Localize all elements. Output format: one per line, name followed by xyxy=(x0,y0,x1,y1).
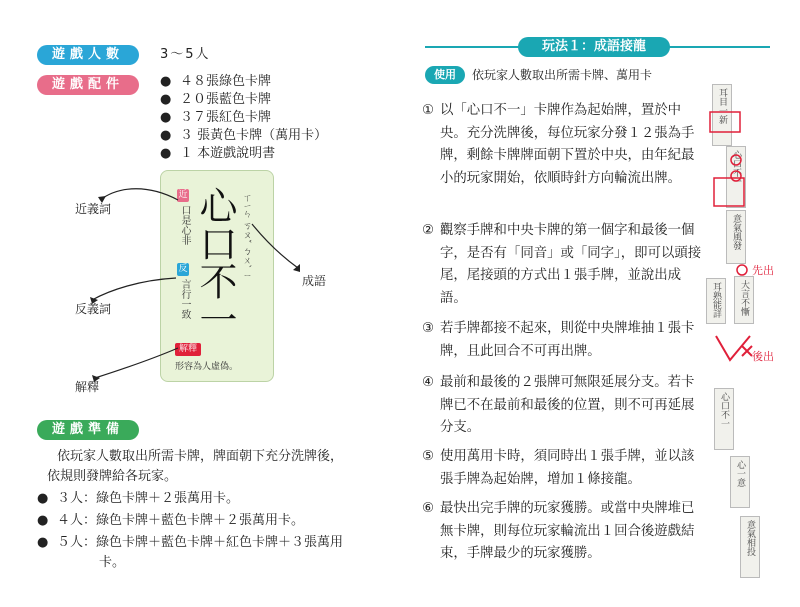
prep-item: ● ４人：綠色卡牌＋藍色卡牌＋２張萬用卡。 xyxy=(57,512,304,530)
explain-text: 形容為人虛偽。 xyxy=(175,362,239,372)
rule-text: 觀察手牌和中央卡牌的第一個字和最後一個字，是否有「同音」或「同字」，即可以頭接尾，尾接頭的方式出１張手牌，並說出成語。 xyxy=(440,223,702,306)
prep-item: ● ５人：綠色卡牌＋藍色卡牌＋紅色卡牌＋３張萬用 xyxy=(57,534,343,552)
card-idiom: 心口不一 xyxy=(193,186,237,338)
component-item: ● ４８張綠色卡牌 xyxy=(180,73,271,91)
explain-tag: 解釋 xyxy=(175,343,201,356)
component-item: ● ２０張藍色卡牌 xyxy=(180,91,271,109)
rule-number: ② xyxy=(422,223,435,238)
near-text: 口是心非 xyxy=(179,205,190,245)
strip-card: 意氣風發 xyxy=(726,210,746,264)
later-label: 後出 xyxy=(752,350,774,363)
callout-near: 近義詞 xyxy=(75,202,112,216)
rule-number: ⑤ xyxy=(422,449,435,464)
card-bopomofo: ㄒㄧㄣ ㄎㄡˇ ㄅㄨˋ ㄧ xyxy=(241,193,251,279)
component-item: ● ３ 張黃色卡牌（萬用卡） xyxy=(180,127,327,145)
opp-tag: 反 xyxy=(178,264,188,274)
components-label: 遊戲配件 xyxy=(37,75,139,95)
use-label: 使用 xyxy=(425,66,465,84)
rule-text: 若手牌都接不起來，則從中央牌堆抽１張卡牌，且此回合不可再出牌。 xyxy=(440,321,695,359)
opp-text: 言行一致 xyxy=(179,279,190,319)
prep-intro-1: 依玩家人數取出所需卡牌，牌面朝下充分洗牌後， xyxy=(57,449,344,464)
rule-text: 最前和最後的２張牌可無限延展分支。若卡牌已不在最前和最後的位置，則不可再延展分支。 xyxy=(440,375,695,435)
rule-text: 最快出完手牌的玩家獲勝。或當中央牌堆已無卡牌，則每位玩家輪流出１回合後遊戲結束，手牌最少的玩家獲勝。 xyxy=(440,501,695,561)
prep-intro-2: 依規則發牌給各玩家。 xyxy=(47,469,178,484)
rule-text: 以「心口不一」卡牌作為起始牌，置於中央。充分洗牌後，每位玩家分發１２張為手牌，剩餘卡牌牌面朝下置於中央，由年紀最小的玩家開始，依順時針方向輪流出牌。 xyxy=(440,103,695,186)
rule-text: 使用萬用卡時，須同時出１張手牌，並以該張手牌為起始牌，增加１條接龍。 xyxy=(440,449,695,487)
strip-card: 心一意 xyxy=(730,456,750,508)
strip-card: 心口不一 xyxy=(714,388,734,450)
rule-title: 玩法１：成語接龍 xyxy=(518,37,670,57)
first-label: 先出 xyxy=(752,264,774,277)
players-value: 3～5人 xyxy=(160,47,211,62)
strip-card: 耳熟能詳 xyxy=(706,278,726,324)
strip-card: 大言不慚 xyxy=(734,276,754,324)
callout-opp: 反義詞 xyxy=(75,302,112,316)
rule-number: ① xyxy=(422,103,435,118)
prep-item-cont: 卡。 xyxy=(99,555,126,570)
strip-card: 耳目一新 xyxy=(712,84,732,146)
component-item: ● １ 本遊戲說明書 xyxy=(180,145,275,163)
prep-item: ● ３人：綠色卡牌＋２張萬用卡。 xyxy=(57,490,239,508)
rule-number: ④ xyxy=(422,375,435,390)
component-item: ● ３７張紅色卡牌 xyxy=(180,109,271,127)
callout-explain: 解釋 xyxy=(75,380,100,394)
use-text: 依玩家人數取出所需卡牌、萬用卡 xyxy=(472,68,653,82)
near-tag: 近 xyxy=(178,190,188,200)
players-label: 遊戲人數 xyxy=(37,45,139,65)
strip-card: 意氣相投 xyxy=(740,516,760,578)
strip-card: 心口不一 xyxy=(726,146,746,208)
callout-idiom: 成語 xyxy=(302,274,327,288)
rule-number: ⑥ xyxy=(422,501,435,516)
rule-number: ③ xyxy=(422,321,435,336)
prep-label: 遊戲準備 xyxy=(37,420,139,440)
